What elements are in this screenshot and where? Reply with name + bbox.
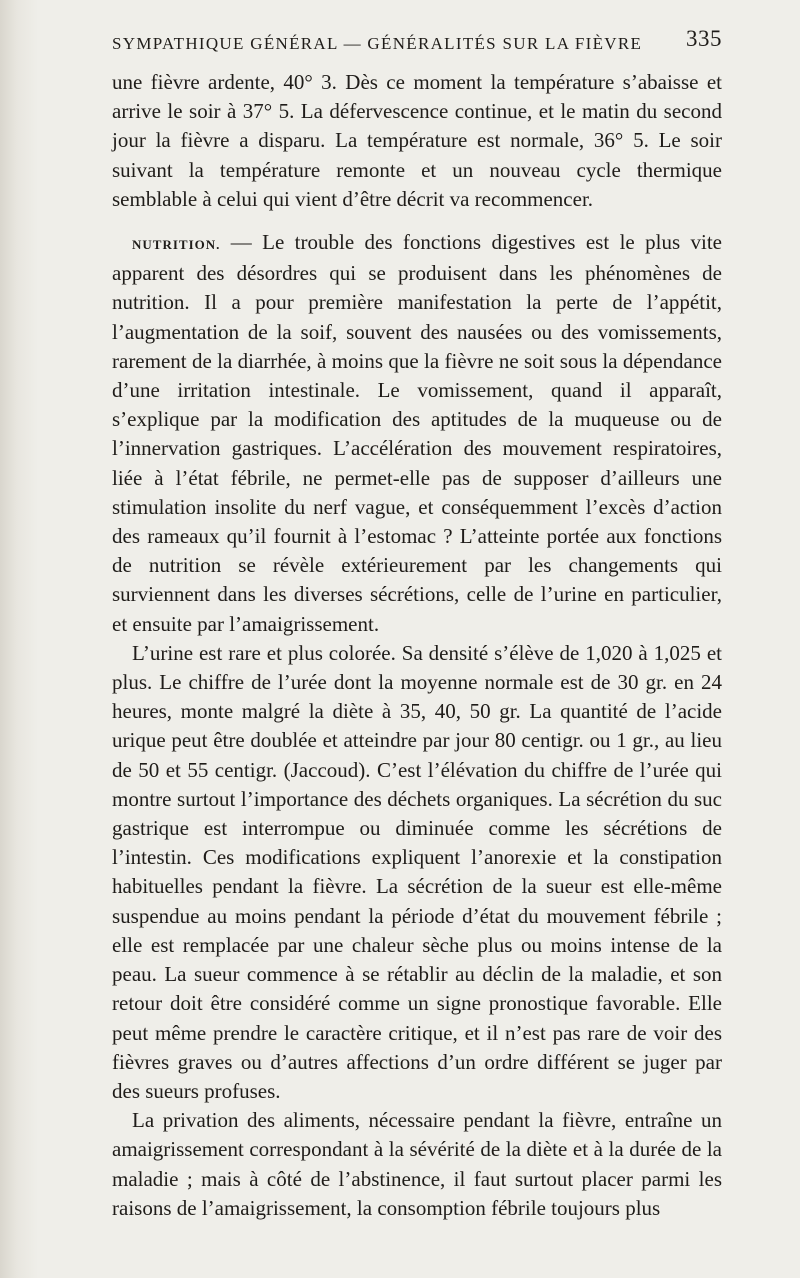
paragraph-urine: L’urine est rare et plus colorée. Sa densité s’élève de 1,020 à 1,025 et plus. Le chiffre de l’urée dont la moyenne normale est de 30 gr. en 24 heures, monte malgré la diète à 35, 40, 50 gr. La quantité de l’acide urique peut être doublée et atteindre par jour 80 centigr. ou 1 gr., au lieu de 50 et 55 centigr. (Jaccoud). C’est l’élévation du chiffre de l’urée qui montre surtout l’importance des déchets organiques. La sécrétion du suc gastrique est interrompue ou diminuée comme les sécrétions de l’intestin. Ces modifications expliquent l’anorexie et la constipation habituelles pendant la fièvre. La sécrétion de la sueur est elle-même suspendue au moins pendant la période d’état du mouvement fébrile ; elle est remplacée par une chaleur sèche plus ou moins intense de la peau. La sueur commence à se rétablir au déclin de la maladie, et son retour doit être considéré comme un signe pronostique favorable. Elle peut même prendre le caractère critique, et il n’est pas rare de voir des fièvres graves ou d’autres affections d’un ordre différent se juger par des sueurs profuses. — [112, 640, 722, 1103]
paragraph-nutrition-text: — Le trouble des fonctions digestives est le plus vite apparent des désordres qui se produisent dans les phénomènes de nutrition. Il a pour première manifestation la perte de l’appétit, l’augmentation de la soif, souvent des nausées ou des vomissements, rarement de la diarrhée, à moins que la fièvre ne soit sous la dépendance d’une irritation intestinale. Le vomissement, quand il apparaît, s’explique par la modification des aptitudes de la muqueuse ou de l’innervation gastriques. L’accélération des mouvement respiratoires, liée à l’état fébrile, ne permet-elle pas de supposer d’ailleurs une stimulation insolite du nerf vague, et conséquemment l’excès d’action des rameaux qu’il fournit à l’estomac ? L’atteinte portée aux fonctions de nutrition se révèle extérieurement par les changements qui surviennent dans les diverses sécrétions, celle de l’urine en particulier, et ensuite par l’amaigrissement. — [112, 230, 722, 636]
paragraph-fever-cycle: une fièvre ardente, 40° 3. Dès ce moment la température s’abaisse et arrive le soir à 37° 5. La défervescence continue, et le matin du second jour la fièvre a disparu. La température est normale, 36° 5. Le soir suivant la température remonte et un nouveau cycle thermique semblable à celui qui vient d’être décrit va recommencer. — [112, 70, 722, 211]
paragraph-nutrition — [112, 228, 722, 639]
running-head-title: SYMPATHIQUE GÉNÉRAL — GÉNÉRALITÉS SUR LA FIÈVRE — [112, 34, 643, 53]
binding-shadow — [0, 0, 38, 1278]
running-head — [112, 22, 722, 62]
body-text — [112, 68, 722, 1223]
paragraph-amaigrissement: La privation des aliments, nécessaire pendant la fièvre, entraîne un amaigrissement correspondant à la sévérité de la diète et à la durée de la maladie ; mais à côté de l’abstinence, il faut surtout placer parmi les raisons de l’amaigrissement, la consomption fébrile toujours plus — [112, 1108, 722, 1220]
page-number: 335 — [686, 26, 722, 51]
section-label-nutrition: NUTRITION. — [132, 237, 221, 253]
